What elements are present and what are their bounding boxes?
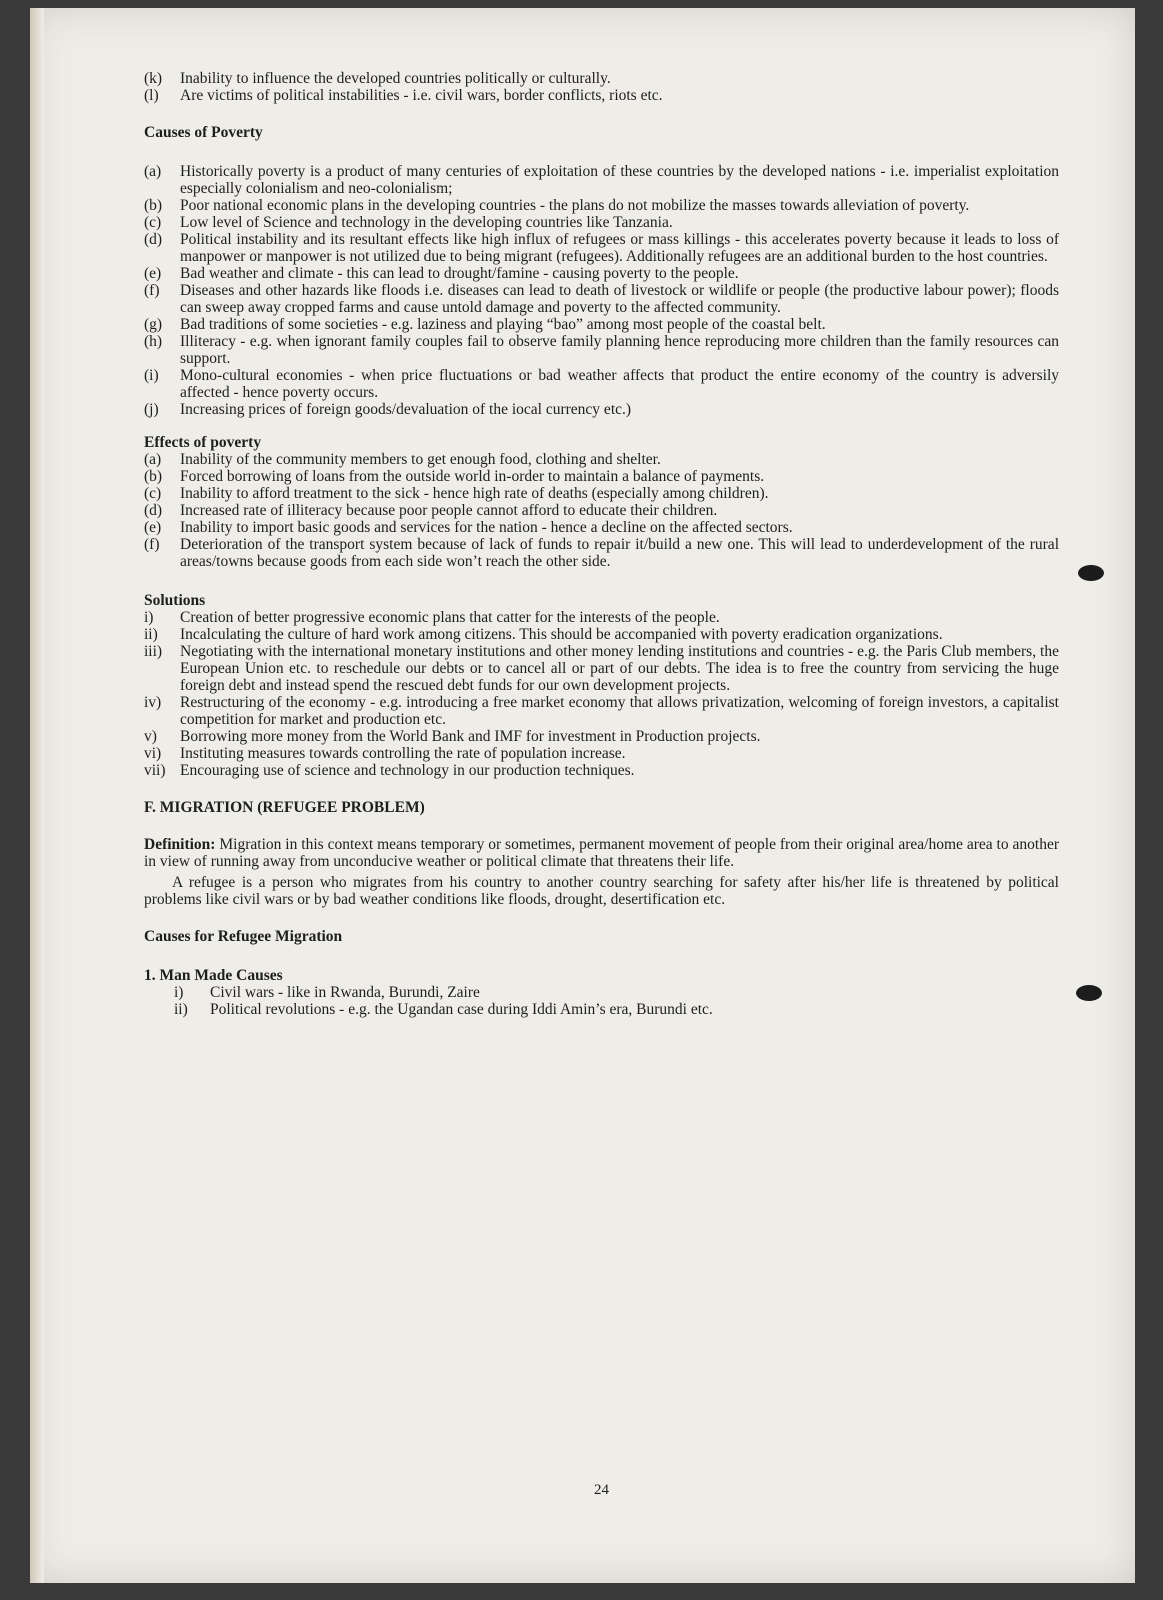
man-made-list (174, 984, 1059, 1018)
solutions-heading: Solutions (144, 592, 206, 609)
item-text: Inability to import basic goods and services for the nation - hence a decline on the affected sectors. (180, 519, 793, 536)
list-item (144, 265, 1059, 282)
item-marker: (a) (144, 451, 162, 468)
item-text: Diseases and other hazards like floods i.e. diseases can lead to death of livestock or wildlife or people (the productive labour power); floods can sweep away cropped farms and cause untold damage and poverty to the affected community. (180, 282, 1059, 316)
list-item (174, 1001, 1059, 1018)
effects-list (144, 451, 1059, 570)
definition-paragraph (144, 836, 1059, 870)
item-marker: (f) (144, 536, 160, 553)
item-marker: i) (144, 609, 154, 626)
item-marker: ii) (144, 626, 158, 643)
list-item (144, 694, 1059, 728)
item-text: Bad traditions of some societies - e.g. laziness and playing “bao” among most people of the coastal belt. (180, 316, 826, 333)
item-text: Civil wars - like in Rwanda, Burundi, Zaire (210, 984, 480, 1001)
item-text: Are victims of political instabilities - i.e. civil wars, border conflicts, riots etc. (180, 87, 663, 104)
item-text: Inability of the community members to get enough food, clothing and shelter. (180, 451, 661, 468)
list-item (144, 485, 1059, 502)
list-item (144, 536, 1059, 570)
list-item (144, 728, 1059, 745)
item-marker: (j) (144, 401, 159, 418)
top-list (144, 70, 1059, 104)
item-text: Deterioration of the transport system because of lack of funds to repair it/build a new one. This will lead to underdevelopment of the rural areas/towns because goods from each side won’t reach the other side. (180, 536, 1059, 570)
list-item (144, 451, 1059, 468)
item-marker: (g) (144, 316, 163, 333)
migration-heading: F. MIGRATION (REFUGEE PROBLEM) (144, 799, 425, 816)
item-marker: iv) (144, 694, 162, 711)
item-marker: i) (174, 984, 184, 1001)
list-item (174, 984, 1059, 1001)
man-made-heading: 1. Man Made Causes (144, 967, 283, 984)
item-text: Inability to influence the developed countries politically or culturally. (180, 70, 611, 87)
item-text: Low level of Science and technology in the developing countries like Tanzania. (180, 214, 673, 231)
page-edge-shadow (30, 8, 44, 1583)
item-marker: ii) (174, 1001, 188, 1018)
list-item (144, 626, 1059, 643)
punch-hole-upper (1078, 565, 1104, 581)
refugee-paragraph: A refugee is a person who migrates from his country to another country searching for safety after his/her life is threatened by political problems like civil wars or by bad weather conditions like floods, drought, desertification etc. (144, 874, 1059, 908)
item-text: Political revolutions - e.g. the Ugandan case during Iddi Amin’s era, Burundi etc. (210, 1001, 713, 1018)
item-marker: v) (144, 728, 157, 745)
list-item (144, 468, 1059, 485)
page-content (144, 70, 1059, 1498)
item-marker: (h) (144, 333, 163, 350)
list-item (144, 214, 1059, 231)
solutions-list (144, 609, 1059, 779)
page-number: 24 (594, 1482, 609, 1498)
item-text: Bad weather and climate - this can lead to drought/famine - causing poverty to the people. (180, 265, 739, 282)
list-item (144, 367, 1059, 401)
item-text: Encouraging use of science and technology in our production techniques. (180, 762, 635, 779)
item-text: Historically poverty is a product of many centuries of exploitation of these countries by the developed nations - i.e. imperialist exploitation especially colonialism and neo-colonialism; (180, 163, 1059, 197)
refugee-causes-heading: Causes for Refugee Migration (144, 928, 343, 945)
item-text: Borrowing more money from the World Bank and IMF for investment in Production projects. (180, 728, 761, 745)
item-marker: (c) (144, 214, 162, 231)
item-marker: (c) (144, 485, 162, 502)
list-item (144, 231, 1059, 265)
list-item (144, 282, 1059, 316)
item-marker: (f) (144, 282, 160, 299)
list-item (144, 163, 1059, 197)
item-text: Instituting measures towards controlling the rate of population increase. (180, 745, 626, 762)
list-item (144, 87, 1059, 104)
item-marker: (l) (144, 87, 159, 104)
item-marker: (b) (144, 468, 163, 485)
item-text: Poor national economic plans in the developing countries - the plans do not mobilize the masses towards alleviation of poverty. (180, 197, 970, 214)
list-item (144, 401, 1059, 418)
list-item (144, 197, 1059, 214)
item-text: Forced borrowing of loans from the outside world in-order to maintain a balance of payments. (180, 468, 765, 485)
list-item (144, 316, 1059, 333)
item-text: Creation of better progressive economic plans that catter for the interests of the people. (180, 609, 720, 626)
document-page (30, 8, 1135, 1583)
list-item (144, 762, 1059, 779)
definition-label: Definition: (144, 836, 216, 853)
list-item (144, 70, 1059, 87)
item-marker: (e) (144, 519, 162, 536)
list-item (144, 643, 1059, 694)
item-text: Negotiating with the international monetary institutions and other money lending institutions and countries - e.g. the Paris Club members, the European Union etc. to reschedule our debts or to cancel all or part of our debts. The idea is to free the country from servicing the huge foreign debt and instead spend the rescued debt funds for our own development projects. (180, 643, 1059, 694)
item-marker: (e) (144, 265, 162, 282)
item-text: Increased rate of illiteracy because poor people cannot afford to educate their children. (180, 502, 718, 519)
list-item (144, 502, 1059, 519)
item-marker: (d) (144, 231, 163, 248)
item-text: Illiteracy - e.g. when ignorant family couples fail to observe family planning hence reproducing more children than the family resources can support. (180, 333, 1059, 367)
causes-list (144, 163, 1059, 418)
item-marker: vi) (144, 745, 162, 762)
definition-text: Migration in this context means temporary or sometimes, permanent movement of people from their original area/home area to another in view of running away from unconducive weather or political climate that threatens their life. (144, 836, 1059, 870)
item-marker: (d) (144, 502, 163, 519)
list-item (144, 745, 1059, 762)
list-item (144, 333, 1059, 367)
item-marker: iii) (144, 643, 163, 660)
item-marker: vii) (144, 762, 166, 779)
effects-heading: Effects of poverty (144, 434, 262, 451)
punch-hole-lower (1076, 985, 1102, 1001)
list-item (144, 609, 1059, 626)
item-text: Political instability and its resultant effects like high influx of refugees or mass killings - this accelerates poverty because it leads to loss of manpower or manpower is not utilized due to being migrant (refugees). Additionally refugees are an additional burden to the host countries. (180, 231, 1059, 265)
item-marker: (i) (144, 367, 159, 384)
item-marker: (b) (144, 197, 163, 214)
item-text: Incalculating the culture of hard work among citizens. This should be accompanied with poverty eradication organizations. (180, 626, 943, 643)
causes-heading: Causes of Poverty (144, 124, 263, 141)
list-item (144, 519, 1059, 536)
item-marker: (k) (144, 70, 163, 87)
item-marker: (a) (144, 163, 162, 180)
item-text: Increasing prices of foreign goods/devaluation of the iocal currency etc.) (180, 401, 632, 418)
item-text: Restructuring of the economy - e.g. introducing a free market economy that allows privatization, welcoming of foreign investors, a capitalist competition for market and production etc. (180, 694, 1059, 728)
item-text: Mono-cultural economies - when price fluctuations or bad weather affects that product the entire economy of the country is adversily affected - hence poverty occurs. (180, 367, 1059, 401)
item-text: Inability to afford treatment to the sick - hence high rate of deaths (especially among children). (180, 485, 769, 502)
